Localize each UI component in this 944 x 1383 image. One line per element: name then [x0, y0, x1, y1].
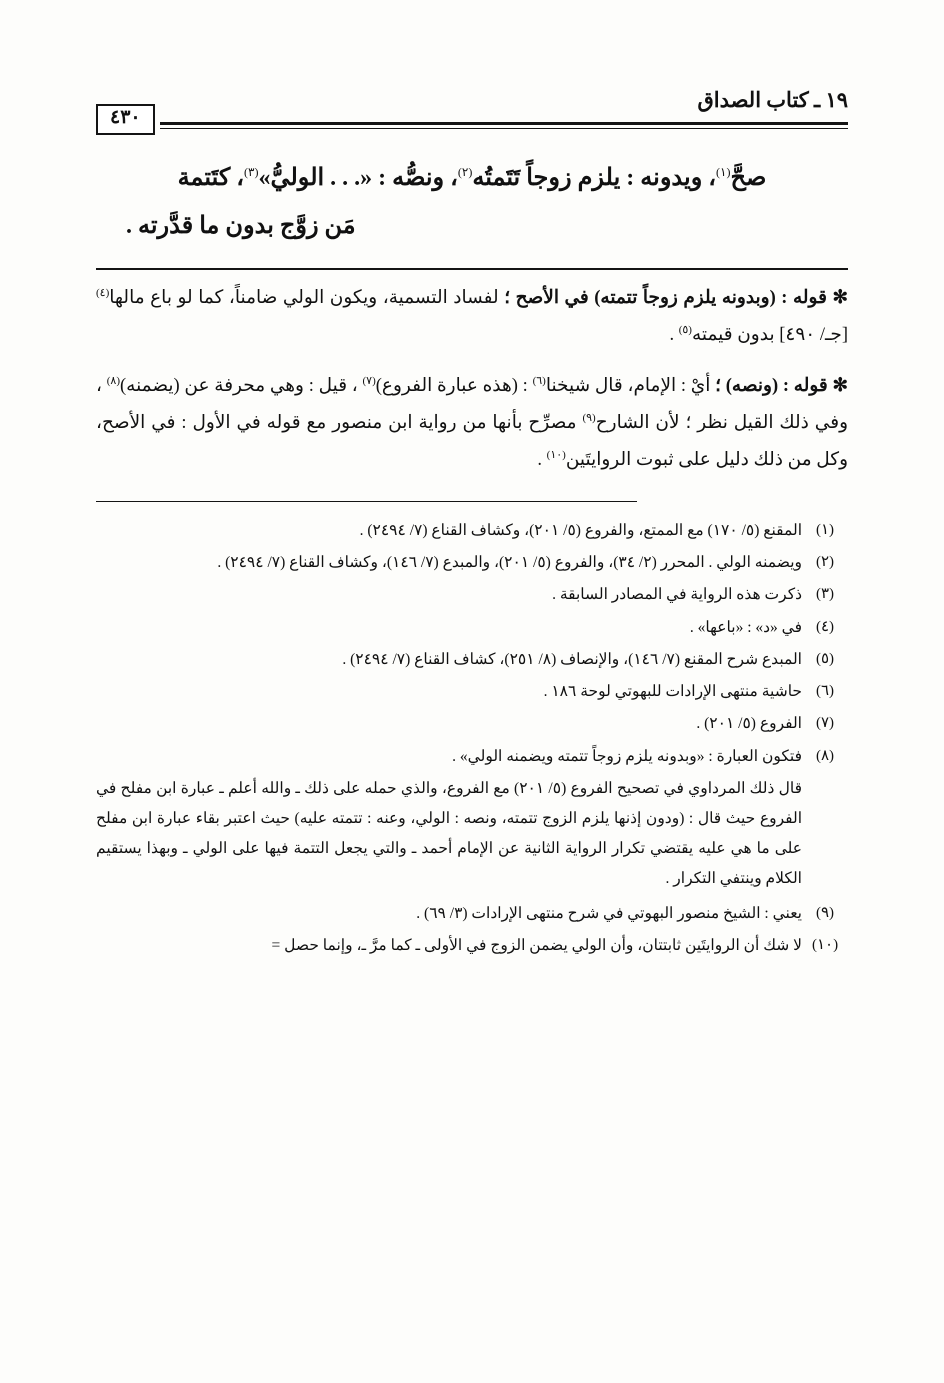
footnote-item	[96, 580, 848, 610]
footnote-item	[96, 899, 848, 929]
commentary-paragraph-1	[96, 280, 848, 354]
header-rule-thin	[160, 128, 848, 129]
commentary-1-seg-b: [جـ/ ٤٩٠] بدون قيمته	[691, 325, 848, 345]
footnote-item	[96, 742, 848, 772]
footnote-item	[96, 645, 848, 675]
commentary-2-seg-c: ، قيل : وهي محرفة عن (يضمنه)	[119, 376, 363, 396]
commentary-2-seg-a: أيْ : الإمام، قال شيخنا	[545, 376, 716, 396]
bullet-star-icon-2: ✻	[832, 376, 848, 396]
commentary-1-seg-c: .	[669, 325, 679, 345]
commentary-lemma-1: قوله : (وبدونه يلزم زوجاً تتمته) في الأصح ؛	[504, 288, 827, 308]
commentary-2-seg-d: ، وفي ذلك القيل نظر ؛ لأن الشارح	[96, 376, 849, 433]
footnote-text: المبدع شرح المقنع (٧/ ١٤٦)، والإنصاف (٨/ ٢٥١)، كشاف القناع (٧/ ٢٤٩٤) .	[342, 650, 802, 668]
commentary-1-ref-4: (٤)	[96, 286, 110, 299]
footnote-item	[96, 677, 848, 707]
commentary-1-ref-5: (٥)	[678, 323, 692, 336]
footnote-item	[96, 516, 848, 546]
main-text	[96, 154, 848, 250]
page-content	[96, 78, 848, 1343]
matn-ref-1: (١)	[716, 165, 731, 179]
footnote-text: في «د» : «باعها» .	[689, 618, 802, 636]
header-rule-heavy	[160, 122, 848, 125]
commentary-2-seg-e: مصرِّح بأنها من رواية ابن منصور مع قوله في الأول : في الأصح، وكل من ذلك دليل على ثبوت الروايتَين	[96, 413, 848, 470]
matn-ref-2: (٢)	[457, 165, 473, 179]
matn-seg-1: صحَّ	[730, 165, 767, 191]
footnote-number: (٥)	[815, 650, 835, 667]
main-text-line-1	[96, 154, 848, 202]
footnote-number: (٢)	[815, 554, 835, 571]
commentary-lemma-2: قوله : (ونصه) ؛	[715, 376, 828, 396]
commentary-2-ref-7: (٧)	[362, 374, 376, 387]
footnote-text: يعني : الشيخ منصور البهوتي في شرح منتهى الإرادات (٣/ ٦٩) .	[416, 904, 802, 922]
page-header	[96, 78, 848, 136]
commentary-1-seg-a: لفساد التسمية، ويكون الولي ضامناً، كما لو باع مالها	[109, 288, 505, 308]
footnote-item	[96, 613, 848, 643]
footnote-text: ذكرت هذه الرواية في المصادر السابقة .	[552, 586, 802, 604]
footnote-text: ويضمنه الولي . المحرر (٢/ ٣٤)، والفروع (٥/ ٢٠١)، والمبدع (٧/ ١٤٦)، وكشاف القناع (٧/ ٢٤٩٤) .	[217, 554, 802, 572]
commentary-2-ref-6: (٦)	[532, 374, 546, 387]
footnotes	[96, 516, 848, 961]
footnote-number: (٩)	[815, 904, 835, 921]
footnote-item	[96, 548, 848, 578]
matn-seg-4: ، كتَتمة	[177, 165, 245, 191]
footnote-text: لا شك أن الروايتَين ثابتتان، وأن الولي يضمن الزوج في الأولى ـ كما مرَّ ـ، وإنما حصل =	[271, 936, 802, 954]
matn-commentary-divider	[96, 268, 848, 270]
footnote-continuation-8: قال ذلك المرداوي في تصحيح الفروع (٥/ ٢٠١) مع الفروع، والذي حمله على ذلك ـ والله أعلم ـ عبارة ابن مفلح في الفروع حيث قال : (ودون إذنها يلزم الزوج تتمته، ونصه : الولي، وعنه : تتمته عليه) حيث اعتبر بقاء عبارة ابن مفلح على ما هي عليه يقتضي تكرار الرواية الثانية عن الإمام أحمد ـ والتي يجعل التتمة فيها على الولي ـ وبهذا يستقيم الكلام وينتفي التكرار .	[96, 779, 802, 888]
footnote-number: (١)	[815, 522, 835, 538]
footnote-item	[96, 709, 848, 739]
commentary-2-ref-8: (٨)	[106, 374, 120, 387]
footnote-text: حاشية منتهى الإرادات للبهوتي لوحة ١٨٦ .	[543, 683, 802, 701]
footnote-text: المقنع (٥/ ١٧٠) مع الممتع، والفروع (٥/ ٢٠١)، وكشاف القناع (٧/ ٢٤٩٤) .	[359, 522, 802, 539]
matn-ref-3: (٣)	[244, 165, 259, 179]
footnote-number: (١٠)	[811, 936, 839, 953]
footnote-text: الفروع (٥/ ٢٠١) .	[696, 715, 802, 733]
commentary-2-seg-b: : (هذه عبارة الفروع)	[375, 376, 533, 396]
matn-seg-3: ، ونصُّه : «. . . الوليُّ»	[258, 165, 458, 191]
main-text-line-2: مَن زوَّج بدون ما قدَّرته .	[126, 213, 356, 239]
bullet-star-icon: ✻	[832, 288, 848, 308]
footnote-item	[96, 931, 848, 961]
footnote-divider	[96, 501, 637, 502]
footnote-number: (٤)	[815, 618, 835, 635]
matn-seg-2: ، ويدونه : يلزم زوجاً تَتَمتُه	[472, 165, 717, 191]
footnote-number: (٦)	[815, 683, 835, 700]
footnote-text: فتكون العبارة : «وبدونه يلزم زوجاً تتمته ويضمنه الولي» .	[452, 747, 802, 765]
footnote-number: (٨)	[815, 747, 835, 764]
running-title: ١٩ ـ كتاب الصداق	[697, 88, 848, 112]
commentary-2-seg-f: .	[537, 450, 547, 470]
commentary	[96, 280, 848, 479]
footnote-number: (٣)	[815, 586, 835, 603]
commentary-paragraph-2	[96, 368, 848, 479]
footnote-number: (٧)	[815, 715, 835, 732]
commentary-2-ref-10: (١٠)	[546, 448, 566, 461]
page-number: ٤٣٠	[96, 104, 155, 135]
commentary-2-ref-9: (٩)	[582, 411, 596, 424]
